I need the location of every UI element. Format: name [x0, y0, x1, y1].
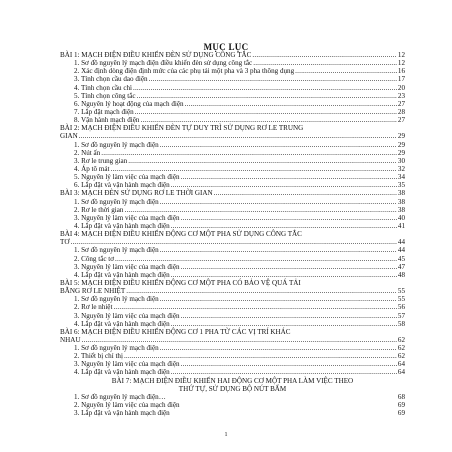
toc-entry	[60, 108, 405, 116]
toc-entry-page: 29	[397, 148, 405, 157]
toc-entry-label: BÀI 6: MẠCH ĐIỆN ĐIỀU KHIỂN ĐỘNG CƠ 1 PHA TỪ CÁC VỊ TRÍ KHÁC	[60, 327, 291, 336]
toc-entry	[60, 320, 405, 328]
toc-leader-dots	[160, 246, 397, 254]
toc-entry-label: 3. Nguyên lý làm việc của mạch điện	[74, 360, 180, 369]
toc-entry	[60, 141, 405, 149]
toc-entry-label: 3. Rơ le trung gian	[74, 156, 128, 165]
toc-entry	[60, 393, 405, 401]
toc-leader-dots	[140, 116, 396, 124]
toc-entry-label: BÀI 4: MẠCH ĐIỆN ĐIỀU KHIỂN ĐỘNG CƠ MỘT PHA SỬ DỤNG CÔNG TẮC	[60, 230, 302, 239]
toc-leader-dots	[171, 368, 397, 376]
toc-entry-page: 44	[397, 246, 405, 255]
toc-leader-dots	[181, 312, 397, 320]
toc-entry-page: 30	[397, 156, 405, 165]
toc-leader-dots	[124, 352, 397, 360]
toc-entry-label: BÀI 3: MẠCH ĐÈN SỬ DỤNG RƠ LE THỜI GIAN	[60, 189, 213, 198]
toc-entry	[60, 67, 405, 75]
toc-entry-label: BÀI 7: MẠCH ĐIỆN ĐIỀU KHIỂN HAI ĐỘNG CƠ MỘT PHA LÀM VIỆC THEO	[111, 376, 354, 385]
toc-entry-label: 1. Sơ đồ nguyên lý mạch điện…	[74, 392, 166, 401]
toc-entry-page: 12	[397, 59, 405, 68]
toc-entry-label: 1. Sơ đồ nguyên lý mạch điện	[74, 295, 159, 304]
toc-title: MỤC LỤC	[203, 42, 249, 52]
toc-entry-page: 34	[397, 173, 405, 182]
toc-entry	[60, 75, 405, 83]
toc-entry	[60, 116, 405, 124]
toc-leader-dots	[70, 238, 396, 246]
toc-entry	[60, 206, 405, 214]
toc-entry	[60, 92, 405, 100]
toc-entry-label: 3. Nguyên lý làm việc của mạch điện	[74, 262, 180, 271]
toc-entry-label: 1. Sơ đồ nguyên lý mạch điện	[74, 197, 159, 206]
toc-entry	[60, 246, 405, 254]
toc-entry-page: 38	[397, 205, 405, 214]
toc-leader-dots	[110, 165, 396, 173]
toc-entry	[60, 385, 405, 393]
toc-leader-dots	[181, 360, 397, 368]
toc-entry-page: 27	[397, 116, 405, 125]
toc-leader-dots	[137, 92, 397, 100]
toc-entry	[60, 352, 405, 360]
toc-entry-label: 2. Rơ le nhiệt	[74, 303, 113, 312]
toc-entry-page: 55	[397, 287, 405, 296]
toc-leader-dots	[171, 181, 397, 189]
toc-entry-page: 58	[397, 319, 405, 328]
toc-entry-label: 4. Lắp đặt và vận hành mạch điện	[74, 221, 170, 230]
toc-entry	[60, 344, 405, 352]
toc-entry-label: 1. Sơ đồ nguyên lý mạch điện	[74, 246, 159, 255]
toc-entry	[60, 84, 405, 92]
toc-entry-label: 4. Tính chọn cầu chì	[74, 83, 132, 92]
toc-entry-label: 1. Sơ đồ nguyên lý mạch điện	[74, 140, 159, 149]
toc-entry-page: 27	[397, 99, 405, 108]
toc-entry	[60, 222, 405, 230]
toc-entry	[60, 59, 405, 67]
toc-entry-label: 6. Lắp đặt và vận hành mạch điện	[74, 181, 170, 190]
toc-entry-page: 38	[397, 189, 405, 198]
toc-entry-label: THỨ TỰ, SỬ DỤNG BỘ NÚT BẤM	[178, 384, 287, 393]
toc-leader-dots	[160, 141, 397, 149]
toc-entry-label: 2. Nguyên lý làm việc của mạch điện	[74, 401, 180, 410]
toc-leader-dots	[160, 198, 397, 206]
toc-entry	[60, 401, 405, 409]
toc-entry-page: 69	[397, 401, 405, 410]
toc-entry-label: 4. Lắp đặt và vận hành mạch điện	[74, 270, 170, 279]
toc-entry	[60, 303, 405, 311]
toc-entry-page: 38	[397, 197, 405, 206]
toc-entry-page: 40	[397, 213, 405, 222]
toc-leader-dots	[115, 255, 397, 263]
toc-entry-label: BÀI 1: MẠCH ĐIỆN ĐIỀU KHIỂN ĐÈN SỬ DỤNG CÔNG TẮC	[60, 51, 252, 59]
toc-leader-dots	[149, 75, 397, 83]
toc-leader-dots	[128, 157, 397, 165]
toc-entry-page: 62	[397, 352, 405, 361]
toc-entry-page: 16	[397, 67, 405, 76]
toc-entry-page: 68	[397, 392, 405, 401]
page-number: 1	[224, 432, 228, 438]
toc-entry-page: 23	[397, 91, 405, 100]
toc-leader-dots	[181, 263, 397, 271]
toc-entry-page: 29	[397, 132, 405, 141]
toc-entry	[60, 165, 405, 173]
toc-entry	[60, 214, 405, 222]
toc-leader-dots	[126, 287, 397, 295]
toc-leader-dots	[113, 303, 396, 311]
toc-entry-label: 4. Lắp đặt và vận hành mạch điện	[74, 319, 170, 328]
toc-leader-dots	[79, 132, 397, 140]
toc-entry-label: 2. Rơ le thời gian	[74, 205, 124, 214]
toc-entry-label: TƠ	[60, 238, 70, 247]
toc-entry-label: 2. Thiết bị chỉ thị	[74, 352, 123, 361]
toc-entry	[60, 230, 405, 238]
toc-entry	[60, 336, 405, 344]
toc-entry	[60, 287, 405, 295]
toc-leader-dots	[181, 173, 397, 181]
toc-entry	[60, 124, 405, 132]
toc-entry-label: 8. Vận hành mạch điện	[74, 116, 140, 125]
toc-leader-dots	[135, 108, 397, 116]
toc-leader-dots	[253, 59, 397, 67]
toc-entry-page: 62	[397, 344, 405, 353]
toc-entry-label: BÀI 2: MẠCH ĐIỆN ĐIỀU KHIỂN ĐÈN TỰ DUY TRÌ SỬ DỤNG RƠ LE TRUNG	[60, 124, 304, 133]
toc-entry-page: 64	[397, 368, 405, 377]
toc-entry-label: 2. Nút ấn	[74, 148, 101, 157]
toc-entry-label: NHAU	[60, 335, 81, 344]
toc-leader-dots	[133, 84, 397, 92]
toc-entry-page: 56	[397, 303, 405, 312]
toc-leader-dots	[171, 271, 397, 279]
toc-entry-page: 47	[397, 262, 405, 271]
toc-entry	[60, 157, 405, 165]
toc-entry-page: 64	[397, 360, 405, 369]
toc-leader-dots	[171, 320, 397, 328]
toc-leader-dots	[101, 149, 397, 157]
toc-entry-page: 55	[397, 295, 405, 304]
toc-entry	[60, 368, 405, 376]
toc-entry-label: 1. Sơ đồ nguyên lý mạch điện điều khiển đèn sử dụng công tắc	[74, 59, 253, 68]
toc-entry	[60, 189, 405, 197]
toc-entry	[60, 100, 405, 108]
toc-entry	[60, 149, 405, 157]
toc-entry-label: 5. Nguyên lý làm việc của mạch điện	[74, 173, 180, 182]
toc-entry-label: 3. Lắp đặt và vận hành mạch điện	[74, 409, 170, 418]
toc-entry-label: GIAN	[60, 132, 78, 141]
toc-leader-dots	[160, 295, 397, 303]
toc-entry-page: 35	[397, 181, 405, 190]
toc-entry	[60, 255, 405, 263]
toc-leader-dots	[214, 189, 397, 197]
toc-entry-label: BÀI 5: MẠCH ĐIỆN ĐIỀU KHIỂN ĐỘNG CƠ MỘT PHA CÓ BẢO VỆ QUÁ TẢI	[60, 278, 301, 287]
toc-entry-page: 28	[397, 107, 405, 116]
toc-entry	[60, 238, 405, 246]
toc-entry-page: 62	[397, 335, 405, 344]
toc-leader-dots	[185, 100, 397, 108]
table-of-contents	[60, 51, 405, 417]
toc-entry-label: 2. Xác định dòng điện định mức của các phụ tải một pha và 3 pha thông dụng	[74, 67, 295, 76]
toc-entry-label: 6. Nguyên lý hoạt động của mạch điện	[74, 99, 184, 108]
toc-leader-dots	[124, 206, 396, 214]
toc-entry-page: 17	[397, 75, 405, 84]
toc-entry-label: 5. Tính chọn công tắc	[74, 91, 136, 100]
toc-leader-dots	[295, 67, 397, 75]
toc-entry-label: 1. Sơ đồ nguyên lý mạch điện	[74, 344, 159, 353]
toc-entry-label: 7. Lắp đặt mạch điện	[74, 107, 134, 116]
toc-entry-page: 44	[397, 238, 405, 247]
toc-entry-page: 41	[397, 221, 405, 230]
toc-entry	[60, 132, 405, 140]
toc-leader-dots	[171, 222, 397, 230]
toc-entry	[60, 312, 405, 320]
toc-entry-label: 3. Nguyên lý làm việc của mạch điện	[74, 213, 180, 222]
toc-entry-label: 4. Lắp đặt và vận hành mạch điện	[74, 368, 170, 377]
toc-entry-label: 3. Tính chọn cầu dao điện	[74, 75, 148, 84]
toc-entry	[60, 360, 405, 368]
toc-leader-dots	[252, 51, 397, 59]
toc-entry	[60, 51, 405, 59]
toc-entry	[60, 173, 405, 181]
toc-leader-dots	[160, 344, 397, 352]
toc-leader-dots	[181, 214, 397, 222]
toc-entry-page: 32	[397, 164, 405, 173]
toc-entry-page: 57	[397, 311, 405, 320]
toc-entry	[60, 409, 405, 417]
toc-entry-page: 20	[397, 83, 405, 92]
toc-entry	[60, 377, 405, 385]
toc-entry-label: 3. Nguyên lý làm việc của mạch điện	[74, 311, 180, 320]
toc-entry	[60, 181, 405, 189]
toc-entry	[60, 279, 405, 287]
toc-entry-label: 2. Công tắc tơ	[74, 254, 115, 263]
toc-entry-page: 69	[397, 409, 405, 418]
toc-entry-label: 4. Áp tô mát	[74, 164, 110, 173]
toc-leader-dots	[82, 336, 397, 344]
toc-entry-page: 29	[397, 140, 405, 149]
toc-entry-page: 45	[397, 254, 405, 263]
toc-entry	[60, 263, 405, 271]
toc-entry	[60, 328, 405, 336]
toc-entry-page: 12	[397, 51, 405, 59]
toc-entry-label: BẰNG RƠ LE NHIỆT	[60, 287, 126, 296]
toc-entry-page: 48	[397, 270, 405, 279]
toc-entry	[60, 295, 405, 303]
toc-entry	[60, 271, 405, 279]
toc-entry	[60, 198, 405, 206]
